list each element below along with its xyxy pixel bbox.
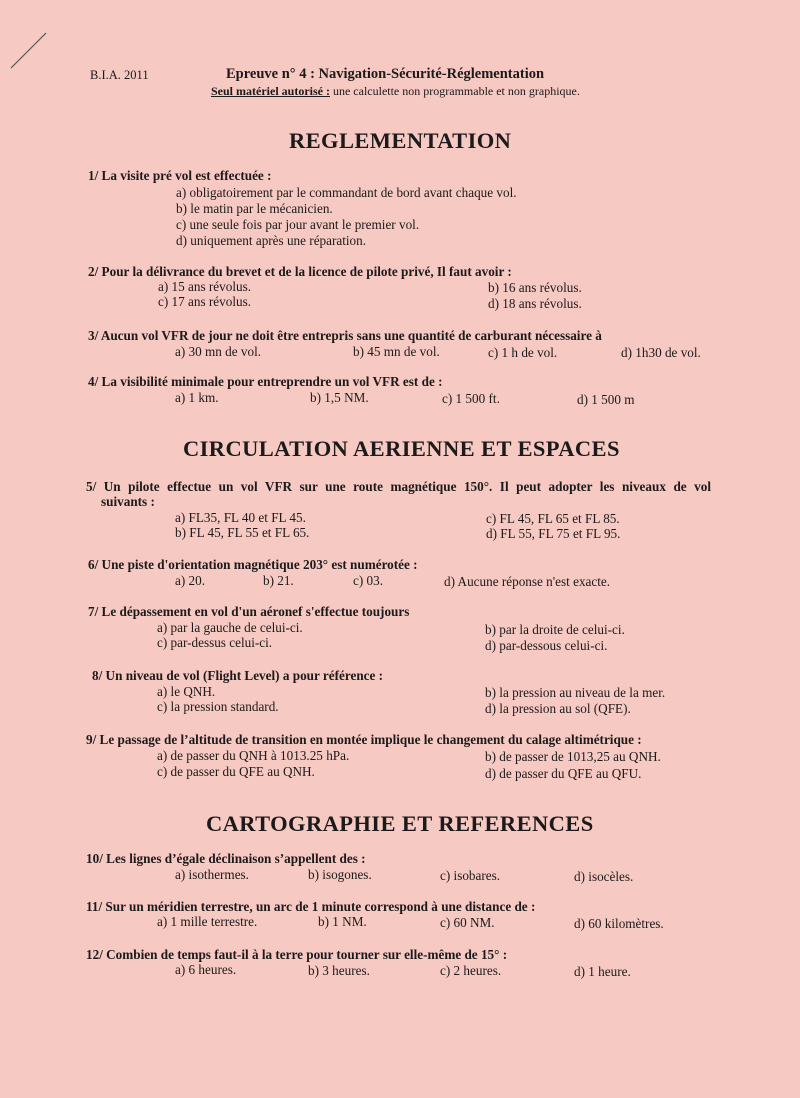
question-6: 6/ Une piste d'orientation magnétique 203° est numérotée : bbox=[88, 557, 418, 572]
question-2: 2/ Pour la délivrance du brevet et de la licence de pilote privé, Il faut avoir : bbox=[88, 264, 512, 279]
q9-option-c: c) de passer du QFE au QNH. bbox=[157, 764, 315, 779]
q6-option-c: c) 03. bbox=[353, 573, 384, 588]
q4-option-c: c) 1 500 ft. bbox=[442, 391, 500, 406]
question-5-line2: suivants : bbox=[101, 494, 155, 509]
q6-option-a: a) 20. bbox=[175, 573, 206, 588]
q2-option-b: b) 16 ans révolus. bbox=[488, 280, 582, 295]
exam-subtitle bbox=[211, 84, 580, 99]
q6-option-d: d) Aucune réponse n'est exacte. bbox=[444, 574, 611, 589]
q3-option-a: a) 30 mn de vol. bbox=[175, 344, 262, 359]
q11-option-d: d) 60 kilomètres. bbox=[574, 916, 664, 931]
q6-option-b: b) 21. bbox=[263, 573, 294, 588]
subtitle-text: une calculette non programmable et non graphique. bbox=[329, 84, 580, 98]
q1-option-a: a) obligatoirement par le commandant de bord avant chaque vol. bbox=[176, 185, 517, 200]
q8-option-b: b) la pression au niveau de la mer. bbox=[485, 685, 666, 700]
q3-option-d: d) 1h30 de vol. bbox=[621, 345, 701, 360]
q7-option-d: d) par-dessous celui-ci. bbox=[485, 638, 608, 653]
q1-option-d: d) uniquement après une réparation. bbox=[176, 233, 367, 248]
q3-option-b: b) 45 mn de vol. bbox=[353, 344, 440, 359]
q11-option-b: b) 1 NM. bbox=[318, 914, 367, 929]
q9-option-a: a) de passer du QNH à 1013.25 hPa. bbox=[157, 748, 350, 763]
q10-option-d: d) isocèles. bbox=[574, 869, 634, 884]
q9-option-b: b) de passer de 1013,25 au QNH. bbox=[485, 749, 661, 764]
question-12: 12/ Combien de temps faut-il à la terre pour tourner sur elle-même de 15° : bbox=[86, 947, 508, 962]
q7-option-a: a) par la gauche de celui-ci. bbox=[157, 620, 303, 635]
q12-option-d: d) 1 heure. bbox=[574, 964, 631, 979]
q8-option-d: d) la pression au sol (QFE). bbox=[485, 701, 631, 716]
q8-option-a: a) le QNH. bbox=[157, 684, 216, 699]
q1-option-b: b) le matin par le mécanicien. bbox=[176, 201, 333, 216]
q11-option-a: a) 1 mille terrestre. bbox=[157, 914, 258, 929]
question-3: 3/ Aucun vol VFR de jour ne doit être entrepris sans une quantité de carburant nécessaire à bbox=[88, 328, 602, 343]
question-5-line1: 5/ Un pilote effectue un vol VFR sur une route magnétique 150°. Il peut adopter les niveaux de vol bbox=[86, 479, 711, 494]
pen-stroke-mark bbox=[8, 30, 50, 72]
q4-option-d: d) 1 500 m bbox=[577, 392, 635, 407]
q12-option-a: a) 6 heures. bbox=[175, 962, 237, 977]
q12-option-b: b) 3 heures. bbox=[308, 963, 370, 978]
q2-option-a: a) 15 ans révolus. bbox=[158, 279, 252, 294]
question-10: 10/ Les lignes d’égale déclinaison s’appellent des : bbox=[86, 851, 366, 866]
q2-option-c: c) 17 ans révolus. bbox=[158, 294, 252, 309]
header-left: B.I.A. 2011 bbox=[90, 68, 149, 82]
q2-option-d: d) 18 ans révolus. bbox=[488, 296, 582, 311]
q12-option-c: c) 2 heures. bbox=[440, 963, 502, 978]
question-11: 11/ Sur un méridien terrestre, un arc de 1 minute correspond à une distance de : bbox=[86, 899, 536, 914]
q9-option-d: d) de passer du QFE au QFU. bbox=[485, 766, 642, 781]
subtitle-label: Seul matériel autorisé : bbox=[211, 84, 330, 98]
q7-option-b: b) par la droite de celui-ci. bbox=[485, 622, 625, 637]
q4-option-b: b) 1,5 NM. bbox=[310, 390, 369, 405]
q5-option-d: d) FL 55, FL 75 et FL 95. bbox=[486, 526, 621, 541]
q10-option-c: c) isobares. bbox=[440, 868, 501, 883]
q3-option-c: c) 1 h de vol. bbox=[488, 345, 558, 360]
section-title-cartographie: CARTOGRAPHIE ET REFERENCES bbox=[206, 811, 594, 836]
q10-option-b: b) isogones. bbox=[308, 867, 372, 882]
question-9: 9/ Le passage de l’altitude de transition en montée implique le changement du calage altimétrique : bbox=[86, 732, 642, 747]
q10-option-a: a) isothermes. bbox=[175, 867, 249, 882]
q8-option-c: c) la pression standard. bbox=[157, 699, 279, 714]
q5-option-c: c) FL 45, FL 65 et FL 85. bbox=[486, 511, 620, 526]
question-1: 1/ La visite pré vol est effectuée : bbox=[88, 168, 272, 183]
section-title-circulation: CIRCULATION AERIENNE ET ESPACES bbox=[183, 436, 620, 461]
question-8: 8/ Un niveau de vol (Flight Level) a pour référence : bbox=[92, 668, 384, 683]
section-title-reglementation: REGLEMENTATION bbox=[289, 128, 512, 153]
q5-option-a: a) FL35, FL 40 et FL 45. bbox=[175, 510, 306, 525]
q5-option-b: b) FL 45, FL 55 et FL 65. bbox=[175, 525, 310, 540]
q11-option-c: c) 60 NM. bbox=[440, 915, 495, 930]
exam-title: Epreuve n° 4 : Navigation-Sécurité-Réglementation bbox=[226, 66, 545, 82]
question-4: 4/ La visibilité minimale pour entreprendre un vol VFR est de : bbox=[88, 374, 443, 389]
question-7: 7/ Le dépassement en vol d'un aéronef s'effectue toujours bbox=[88, 604, 410, 619]
q1-option-c: c) une seule fois par jour avant le premier vol. bbox=[176, 217, 420, 232]
q4-option-a: a) 1 km. bbox=[175, 390, 219, 405]
q7-option-c: c) par-dessus celui-ci. bbox=[157, 635, 273, 650]
